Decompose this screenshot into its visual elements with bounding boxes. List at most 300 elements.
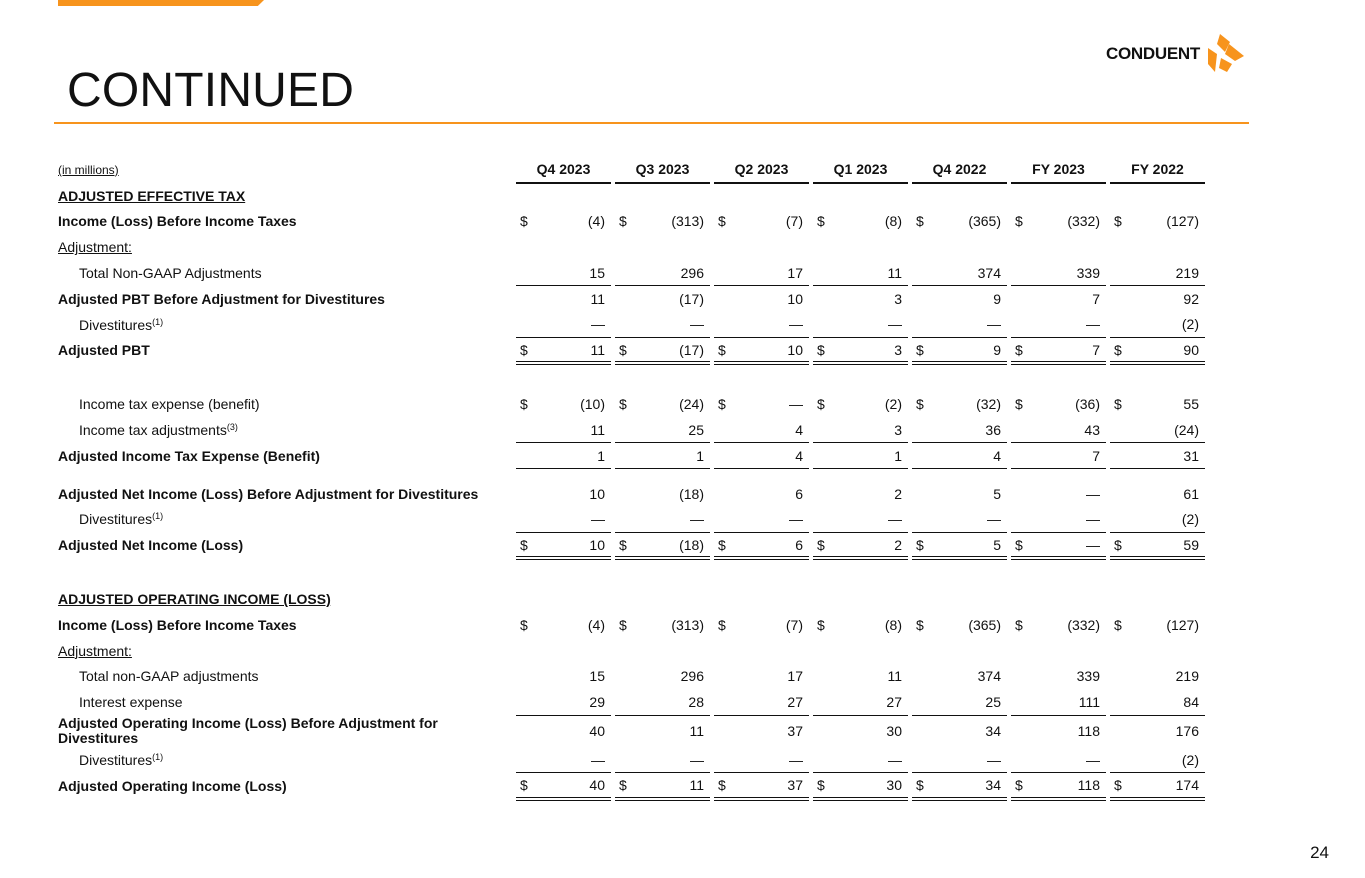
table-cell: 90: [1130, 338, 1205, 364]
table-cell: (4): [587, 213, 605, 230]
currency-symbol: $: [1011, 338, 1031, 364]
table-cell: 11: [536, 338, 611, 364]
currency-symbol: [813, 443, 833, 469]
currency-symbol: [1110, 664, 1130, 690]
spacer-row: [54, 363, 1205, 391]
row-label: [54, 507, 512, 533]
table-cell: 374: [977, 264, 1001, 281]
column-header: Q1 2023: [813, 157, 908, 183]
currency-symbol: [714, 747, 734, 773]
currency-symbol: [714, 443, 734, 469]
page-title: CONTINUED: [67, 64, 355, 117]
table-cell: (18): [635, 532, 710, 558]
row-label: [54, 612, 512, 638]
table-cell: (10): [580, 396, 605, 413]
row-label-text: Adjusted Net Income (Loss) Before Adjustment for Divestitures: [58, 485, 479, 502]
table-row: [54, 638, 1205, 664]
table-cell: 10: [536, 532, 611, 558]
currency-symbol: [615, 443, 635, 469]
table-cell: 3: [894, 421, 902, 438]
currency-symbol: [912, 664, 932, 690]
currency-symbol: [714, 260, 734, 286]
row-label: [54, 260, 512, 286]
currency-symbol: [1011, 286, 1031, 312]
table-cell: —: [789, 511, 803, 528]
table-cell: —: [690, 316, 704, 333]
table-cell: 59: [1130, 532, 1205, 558]
row-label-text: Income tax adjustments: [79, 422, 227, 439]
table-cell: 61: [1183, 485, 1199, 502]
table-cell: (7): [785, 616, 803, 633]
currency-symbol: $: [817, 213, 825, 230]
table-cell: [1130, 638, 1205, 664]
table-cell: 7: [1031, 286, 1106, 312]
table-cell: (24): [1174, 421, 1199, 438]
table-cell: 6: [734, 532, 809, 558]
table-cell: 339: [1076, 668, 1100, 685]
currency-symbol: [1110, 747, 1130, 773]
table-cell: (127): [1166, 616, 1199, 633]
currency-symbol: [516, 689, 536, 715]
table-row: [54, 391, 1205, 417]
currency-symbol: $: [520, 616, 528, 633]
table-cell: 7: [1031, 338, 1106, 364]
currency-symbol: [813, 417, 833, 443]
table-cell: 27: [787, 693, 803, 710]
table-cell: [536, 234, 611, 260]
row-label-text: Total non-GAAP adjustments: [79, 668, 259, 685]
table-cell: 4: [734, 443, 809, 469]
currency-symbol: [615, 417, 635, 443]
table-cell: 15: [589, 264, 605, 281]
currency-symbol: $: [916, 213, 924, 230]
table-cell: —: [987, 751, 1001, 768]
row-label-text: Adjusted Operating Income (Loss): [58, 777, 287, 794]
table-cell: 5: [993, 485, 1001, 502]
row-label: [54, 747, 512, 773]
row-label-text: Income tax expense (benefit): [79, 396, 260, 413]
column-header: Q3 2023: [615, 157, 710, 183]
currency-symbol: $: [817, 396, 825, 413]
row-label: [54, 532, 512, 558]
currency-symbol: [1110, 286, 1130, 312]
currency-symbol: [714, 715, 734, 747]
currency-symbol: [1011, 747, 1031, 773]
table-cell: 4: [932, 443, 1007, 469]
section-heading: ADJUSTED EFFECTIVE TAX: [58, 188, 246, 205]
table-cell: —: [888, 751, 902, 768]
footnote-ref: (1): [152, 511, 164, 522]
spacer-row: [54, 558, 1205, 586]
table-cell: —: [1086, 485, 1100, 502]
table-cell: [536, 638, 611, 664]
currency-symbol: [1011, 664, 1031, 690]
table-cell: 84: [1183, 693, 1199, 710]
table-cell: 55: [1183, 396, 1199, 413]
table-cell: [1031, 638, 1106, 664]
table-cell: —: [1031, 532, 1106, 558]
row-label-text: Adjusted Net Income (Loss): [58, 537, 244, 554]
currency-symbol: [615, 715, 635, 747]
currency-symbol: [912, 507, 932, 533]
table-cell: [1130, 234, 1205, 260]
currency-symbol: [1110, 312, 1130, 338]
currency-symbol: $: [615, 773, 635, 799]
row-label-text: Income (Loss) Before Income Taxes: [58, 213, 297, 230]
table-cell: 118: [1031, 773, 1106, 799]
table-row: [54, 286, 1205, 312]
currency-symbol: $: [1011, 532, 1031, 558]
table-cell: 34: [932, 715, 1007, 747]
table-row: [54, 481, 1205, 507]
table-cell: 29: [589, 693, 605, 710]
currency-symbol: [516, 260, 536, 286]
table-cell: 11: [635, 715, 710, 747]
table-cell: 11: [635, 773, 710, 799]
table-cell: 40: [536, 715, 611, 747]
currency-symbol: [912, 689, 932, 715]
currency-symbol: [516, 715, 536, 747]
table-cell: 92: [1130, 286, 1205, 312]
table-cell: 2: [833, 532, 908, 558]
currency-symbol: [714, 664, 734, 690]
table-cell: 10: [589, 485, 605, 502]
table-cell: 30: [833, 773, 908, 799]
currency-symbol: [1110, 507, 1130, 533]
table-cell: (365): [968, 616, 1001, 633]
table-cell: 34: [932, 773, 1007, 799]
table-header-row: [54, 157, 1205, 183]
currency-symbol: [714, 689, 734, 715]
table-cell: [1031, 234, 1106, 260]
table-cell: (127): [1166, 213, 1199, 230]
row-label: [54, 638, 512, 664]
table-cell: —: [591, 316, 605, 333]
currency-symbol: $: [520, 396, 528, 413]
currency-symbol: [1110, 260, 1130, 286]
table-cell: [635, 638, 710, 664]
row-label-text: Adjusted PBT Before Adjustment for Divestitures: [58, 290, 385, 307]
table-row: [54, 507, 1205, 533]
table-cell: 25: [985, 693, 1001, 710]
table-cell: (2): [1181, 751, 1199, 768]
table-cell: 118: [1031, 715, 1106, 747]
currency-symbol: [813, 689, 833, 715]
table-cell: —: [690, 511, 704, 528]
currency-symbol: [1011, 715, 1031, 747]
table-cell: 43: [1084, 421, 1100, 438]
currency-symbol: [516, 417, 536, 443]
table-cell: —: [591, 511, 605, 528]
table-cell: 25: [688, 421, 704, 438]
table-cell: (332): [1067, 616, 1100, 633]
currency-symbol: $: [1114, 616, 1122, 633]
currency-symbol: [615, 664, 635, 690]
currency-symbol: [516, 286, 536, 312]
currency-symbol: [1011, 417, 1031, 443]
currency-symbol: [912, 443, 932, 469]
currency-symbol: [1011, 443, 1031, 469]
currency-symbol: $: [714, 532, 734, 558]
table-cell: 4: [795, 421, 803, 438]
currency-symbol: [813, 715, 833, 747]
currency-symbol: [813, 234, 833, 260]
table-row: [54, 209, 1205, 235]
table-row: [54, 234, 1205, 260]
conduent-logo: [1106, 34, 1245, 74]
row-label-text: Income (Loss) Before Income Taxes: [58, 616, 297, 633]
row-label: [54, 209, 512, 235]
currency-symbol: [516, 234, 536, 260]
title-divider: [54, 122, 1249, 124]
currency-symbol: [813, 747, 833, 773]
currency-symbol: [813, 260, 833, 286]
column-header: FY 2022: [1110, 157, 1205, 183]
table-cell: 11: [590, 421, 605, 438]
table-cell: 7: [1031, 443, 1106, 469]
table-cell: 3: [833, 286, 908, 312]
currency-symbol: [516, 481, 536, 507]
currency-symbol: [912, 638, 932, 664]
table-cell: [833, 638, 908, 664]
currency-symbol: [516, 443, 536, 469]
footnote-ref: (1): [152, 752, 164, 763]
currency-symbol: [615, 507, 635, 533]
currency-symbol: [813, 638, 833, 664]
currency-symbol: $: [619, 396, 627, 413]
table-cell: 5: [932, 532, 1007, 558]
currency-symbol: [1011, 507, 1031, 533]
table-cell: 219: [1175, 668, 1199, 685]
section-heading-row: [54, 183, 1205, 209]
table-row: [54, 773, 1205, 799]
currency-symbol: $: [619, 616, 627, 633]
table-cell: 37: [734, 715, 809, 747]
table-cell: 11: [887, 264, 902, 281]
table-cell: (18): [679, 485, 704, 502]
table-row: [54, 443, 1205, 469]
currency-symbol: $: [1114, 213, 1122, 230]
table-cell: 111: [1078, 693, 1100, 710]
currency-symbol: [516, 507, 536, 533]
currency-symbol: [1110, 417, 1130, 443]
table-cell: [734, 638, 809, 664]
currency-symbol: [1011, 260, 1031, 286]
currency-symbol: $: [1015, 213, 1023, 230]
currency-symbol: [912, 715, 932, 747]
table-cell: 27: [886, 693, 902, 710]
row-label: [54, 391, 512, 417]
currency-symbol: [615, 286, 635, 312]
currency-symbol: [813, 481, 833, 507]
currency-symbol: [912, 747, 932, 773]
table-cell: (7): [785, 213, 803, 230]
currency-symbol: [615, 312, 635, 338]
row-label: [54, 338, 512, 364]
table-cell: —: [1086, 316, 1100, 333]
table-row: [54, 612, 1205, 638]
currency-symbol: [714, 417, 734, 443]
currency-symbol: [714, 312, 734, 338]
section-heading-row: [54, 586, 1205, 612]
currency-symbol: $: [817, 616, 825, 633]
table-cell: (2): [1181, 511, 1199, 528]
row-label: [54, 664, 512, 690]
currency-symbol: [1110, 481, 1130, 507]
table-cell: 11: [887, 668, 902, 685]
table-cell: 219: [1175, 264, 1199, 281]
spacer-row: [54, 469, 1205, 481]
table-cell: [734, 234, 809, 260]
table-cell: 31: [1130, 443, 1205, 469]
currency-symbol: $: [714, 338, 734, 364]
row-label: [54, 481, 512, 507]
currency-symbol: [615, 689, 635, 715]
currency-symbol: [813, 507, 833, 533]
table-row: [54, 260, 1205, 286]
table-row: [54, 417, 1205, 443]
currency-symbol: $: [1110, 338, 1130, 364]
table-row: [54, 715, 1205, 747]
currency-symbol: [1110, 715, 1130, 747]
table-cell: (365): [968, 213, 1001, 230]
table-cell: (32): [976, 396, 1001, 413]
table-cell: 10: [734, 338, 809, 364]
table-cell: 40: [536, 773, 611, 799]
currency-symbol: $: [714, 773, 734, 799]
row-label-text: Adjustment:: [58, 239, 132, 256]
table-cell: —: [1086, 751, 1100, 768]
currency-symbol: $: [1110, 773, 1130, 799]
currency-symbol: [912, 417, 932, 443]
row-label-text: Adjusted Income Tax Expense (Benefit): [58, 447, 320, 464]
currency-symbol: $: [813, 773, 833, 799]
currency-symbol: $: [718, 616, 726, 633]
table-cell: 1: [635, 443, 710, 469]
table-cell: 30: [833, 715, 908, 747]
table-cell: —: [1086, 511, 1100, 528]
footnote-ref: (1): [152, 316, 164, 327]
currency-symbol: [615, 481, 635, 507]
table-cell: 28: [688, 693, 704, 710]
currency-symbol: $: [1015, 396, 1023, 413]
currency-symbol: [912, 481, 932, 507]
currency-symbol: $: [516, 338, 536, 364]
column-header: Q2 2023: [714, 157, 809, 183]
currency-symbol: $: [718, 396, 726, 413]
table-body: [54, 183, 1205, 799]
currency-symbol: [813, 286, 833, 312]
currency-symbol: $: [916, 396, 924, 413]
currency-symbol: [714, 286, 734, 312]
currency-symbol: [714, 481, 734, 507]
table-cell: 2: [894, 485, 902, 502]
currency-symbol: [1011, 481, 1031, 507]
table-row: [54, 689, 1205, 715]
currency-symbol: $: [912, 773, 932, 799]
table-cell: —: [789, 751, 803, 768]
table-cell: 174: [1130, 773, 1205, 799]
table-cell: —: [789, 316, 803, 333]
currency-symbol: [912, 312, 932, 338]
table-cell: 37: [734, 773, 809, 799]
currency-symbol: $: [615, 532, 635, 558]
currency-symbol: [516, 312, 536, 338]
table-cell: 9: [932, 338, 1007, 364]
table-cell: —: [987, 316, 1001, 333]
table-cell: 17: [787, 264, 803, 281]
table-cell: 296: [680, 668, 704, 685]
currency-symbol: [615, 234, 635, 260]
currency-symbol: [1011, 234, 1031, 260]
currency-symbol: $: [619, 213, 627, 230]
currency-symbol: [516, 664, 536, 690]
currency-symbol: [813, 312, 833, 338]
table-cell: 176: [1130, 715, 1205, 747]
table-cell: (17): [635, 338, 710, 364]
currency-symbol: $: [718, 213, 726, 230]
table-cell: 1: [833, 443, 908, 469]
currency-symbol: $: [813, 532, 833, 558]
currency-symbol: [516, 638, 536, 664]
currency-symbol: [813, 664, 833, 690]
conduent-logo-icon: [1207, 34, 1245, 74]
currency-symbol: $: [1015, 616, 1023, 633]
row-label: [54, 443, 512, 469]
row-label-text: Interest expense: [79, 694, 183, 711]
table-row: [54, 664, 1205, 690]
table-cell: —: [987, 511, 1001, 528]
column-header: FY 2023: [1011, 157, 1106, 183]
currency-symbol: $: [912, 338, 932, 364]
page-number: 24: [1310, 843, 1329, 862]
row-label-text: Divestitures: [79, 511, 153, 528]
table-cell: [635, 234, 710, 260]
table-cell: —: [591, 751, 605, 768]
table-cell: 6: [795, 485, 803, 502]
currency-symbol: [912, 234, 932, 260]
currency-symbol: $: [813, 338, 833, 364]
table-cell: 296: [680, 264, 704, 281]
table-cell: 9: [932, 286, 1007, 312]
row-label-text: Adjusted Operating Income (Loss) Before Adjustment for Divestitures: [58, 715, 438, 747]
currency-symbol: [912, 260, 932, 286]
currency-symbol: $: [1110, 532, 1130, 558]
currency-symbol: [615, 747, 635, 773]
table-cell: (313): [671, 616, 704, 633]
currency-symbol: [714, 507, 734, 533]
table-row: [54, 532, 1205, 558]
table-cell: 17: [787, 668, 803, 685]
table-cell: (4): [587, 616, 605, 633]
row-label: [54, 286, 512, 312]
top-accent-bar: [58, 0, 264, 6]
currency-symbol: [615, 638, 635, 664]
table-cell: 15: [589, 668, 605, 685]
currency-symbol: $: [1011, 773, 1031, 799]
currency-symbol: $: [615, 338, 635, 364]
table-cell: (24): [679, 396, 704, 413]
currency-symbol: [1110, 234, 1130, 260]
currency-symbol: [1011, 312, 1031, 338]
currency-symbol: $: [1114, 396, 1122, 413]
table-cell: (313): [671, 213, 704, 230]
column-header: Q4 2022: [912, 157, 1007, 183]
table-cell: —: [888, 316, 902, 333]
currency-symbol: [714, 234, 734, 260]
table-cell: (8): [884, 616, 902, 633]
table-row: [54, 338, 1205, 364]
